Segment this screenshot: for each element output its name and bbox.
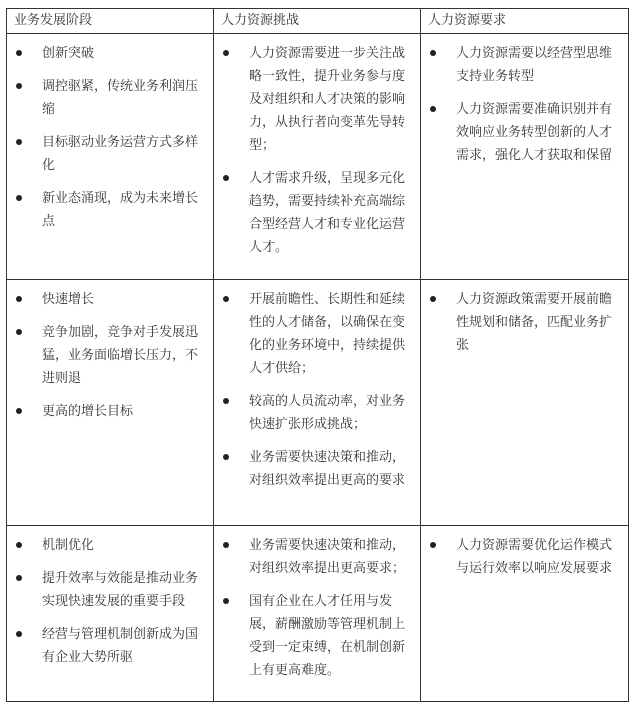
header-hr-requirements: 人力资源要求	[421, 9, 629, 34]
list-item	[14, 131, 205, 177]
list-item-text: 人力资源需要准确识别并有效响应业务转型创新的人才需求，强化人才获取和保留	[456, 102, 613, 163]
challenges-cell	[214, 280, 421, 526]
requirements-cell	[421, 34, 629, 280]
list-item	[221, 288, 412, 380]
list-item	[14, 42, 205, 65]
table-row	[7, 280, 629, 526]
list-item-text: 开展前瞻性、长期性和延续性的人才储备，以确保在变化的业务环境中，持续提供人才供给；	[249, 292, 406, 376]
list-item	[14, 534, 205, 557]
list-item	[14, 288, 205, 311]
list-item-text: 机制优化	[42, 538, 95, 553]
bullet-list	[14, 534, 205, 669]
bullet-icon	[16, 139, 22, 145]
list-item-text: 经营与管理机制创新成为国有企业大势所驱	[42, 627, 199, 665]
bullet-list	[221, 288, 412, 492]
bullet-list	[428, 534, 620, 580]
list-item	[221, 390, 412, 436]
bullet-icon	[223, 454, 229, 460]
list-item	[428, 288, 620, 357]
list-item	[221, 446, 412, 492]
list-item-text: 人力资源政策需要开展前瞻性规划和储备，匹配业务扩张	[456, 292, 613, 353]
bullet-icon	[430, 542, 436, 548]
bullet-icon	[430, 50, 436, 56]
bullet-list	[428, 288, 620, 357]
list-item-text: 提升效率与效能是推动业务实现快速发展的重要手段	[42, 571, 199, 609]
stage-cell	[7, 34, 214, 280]
bullet-icon	[430, 106, 436, 112]
bullet-icon	[223, 398, 229, 404]
list-item-text: 竞争加剧，竞争对手发展迅猛，业务面临增长压力，不进则退	[42, 325, 199, 386]
list-item	[428, 534, 620, 580]
bullet-icon	[16, 631, 22, 637]
stage-cell	[7, 526, 214, 702]
list-item-text: 业务需要快速决策和推动，对组织效率提出更高要求；	[249, 538, 406, 576]
requirements-cell	[421, 526, 629, 702]
list-item	[14, 321, 205, 390]
list-item-text: 创新突破	[42, 46, 95, 61]
list-item-text: 人力资源需要进一步关注战略一致性，提升业务参与度及对组织和人才决策的影响力，从执行者向变革先导转型；	[249, 46, 406, 153]
bullet-icon	[16, 83, 22, 89]
list-item	[221, 167, 412, 259]
list-item	[428, 42, 620, 88]
bullet-list	[14, 42, 205, 233]
bullet-icon	[16, 195, 22, 201]
list-item	[428, 98, 620, 167]
list-item-text: 业务需要快速决策和推动，对组织效率提出更高的要求	[249, 450, 406, 488]
challenges-cell	[214, 526, 421, 702]
bullet-list	[428, 42, 620, 167]
list-item-text: 人力资源需要优化运作模式与运行效率以响应发展要求	[456, 538, 613, 576]
bullet-list	[221, 42, 412, 259]
list-item-text: 新业态涌现，成为未来增长点	[42, 191, 199, 229]
bullet-icon	[223, 296, 229, 302]
list-item-text: 较高的人员流动率，对业务快速扩张形成挑战；	[249, 394, 406, 432]
bullet-icon	[16, 296, 22, 302]
list-item	[14, 187, 205, 233]
table-row	[7, 526, 629, 702]
list-item-text: 人才需求升级，呈现多元化趋势，需要持续补充高端综合型经营人才和专业化运营人才。	[249, 171, 406, 255]
bullet-icon	[223, 175, 229, 181]
list-item-text: 国有企业在人才任用与发展，薪酬激励等管理机制上受到一定束缚，在机制创新上有更高难度。	[249, 594, 406, 678]
requirements-cell	[421, 280, 629, 526]
table-row	[7, 34, 629, 280]
challenges-cell	[214, 34, 421, 280]
list-item	[221, 590, 412, 682]
stage-cell	[7, 280, 214, 526]
list-item	[14, 400, 205, 423]
bullet-icon	[16, 50, 22, 56]
bullet-icon	[16, 408, 22, 414]
list-item-text: 调控驱紧，传统业务利润压缩	[42, 79, 199, 117]
bullet-icon	[223, 598, 229, 604]
header-hr-challenges: 人力资源挑战	[214, 9, 421, 34]
header-business-stage: 业务发展阶段	[7, 9, 214, 34]
bullet-icon	[430, 296, 436, 302]
table-header-row	[7, 9, 629, 34]
list-item-text: 更高的增长目标	[42, 404, 134, 419]
bullet-icon	[223, 542, 229, 548]
list-item-text: 人力资源需要以经营型思维支持业务转型	[456, 46, 613, 84]
list-item-text: 目标驱动业务运营方式多样化	[42, 135, 199, 173]
list-item	[14, 567, 205, 613]
bullet-icon	[16, 542, 22, 548]
hr-stage-table	[6, 8, 629, 702]
bullet-icon	[16, 575, 22, 581]
bullet-list	[14, 288, 205, 423]
list-item	[14, 623, 205, 669]
bullet-list	[221, 534, 412, 682]
bullet-icon	[16, 329, 22, 335]
list-item	[14, 75, 205, 121]
bullet-icon	[223, 50, 229, 56]
list-item-text: 快速增长	[42, 292, 95, 307]
list-item	[221, 534, 412, 580]
list-item	[221, 42, 412, 157]
